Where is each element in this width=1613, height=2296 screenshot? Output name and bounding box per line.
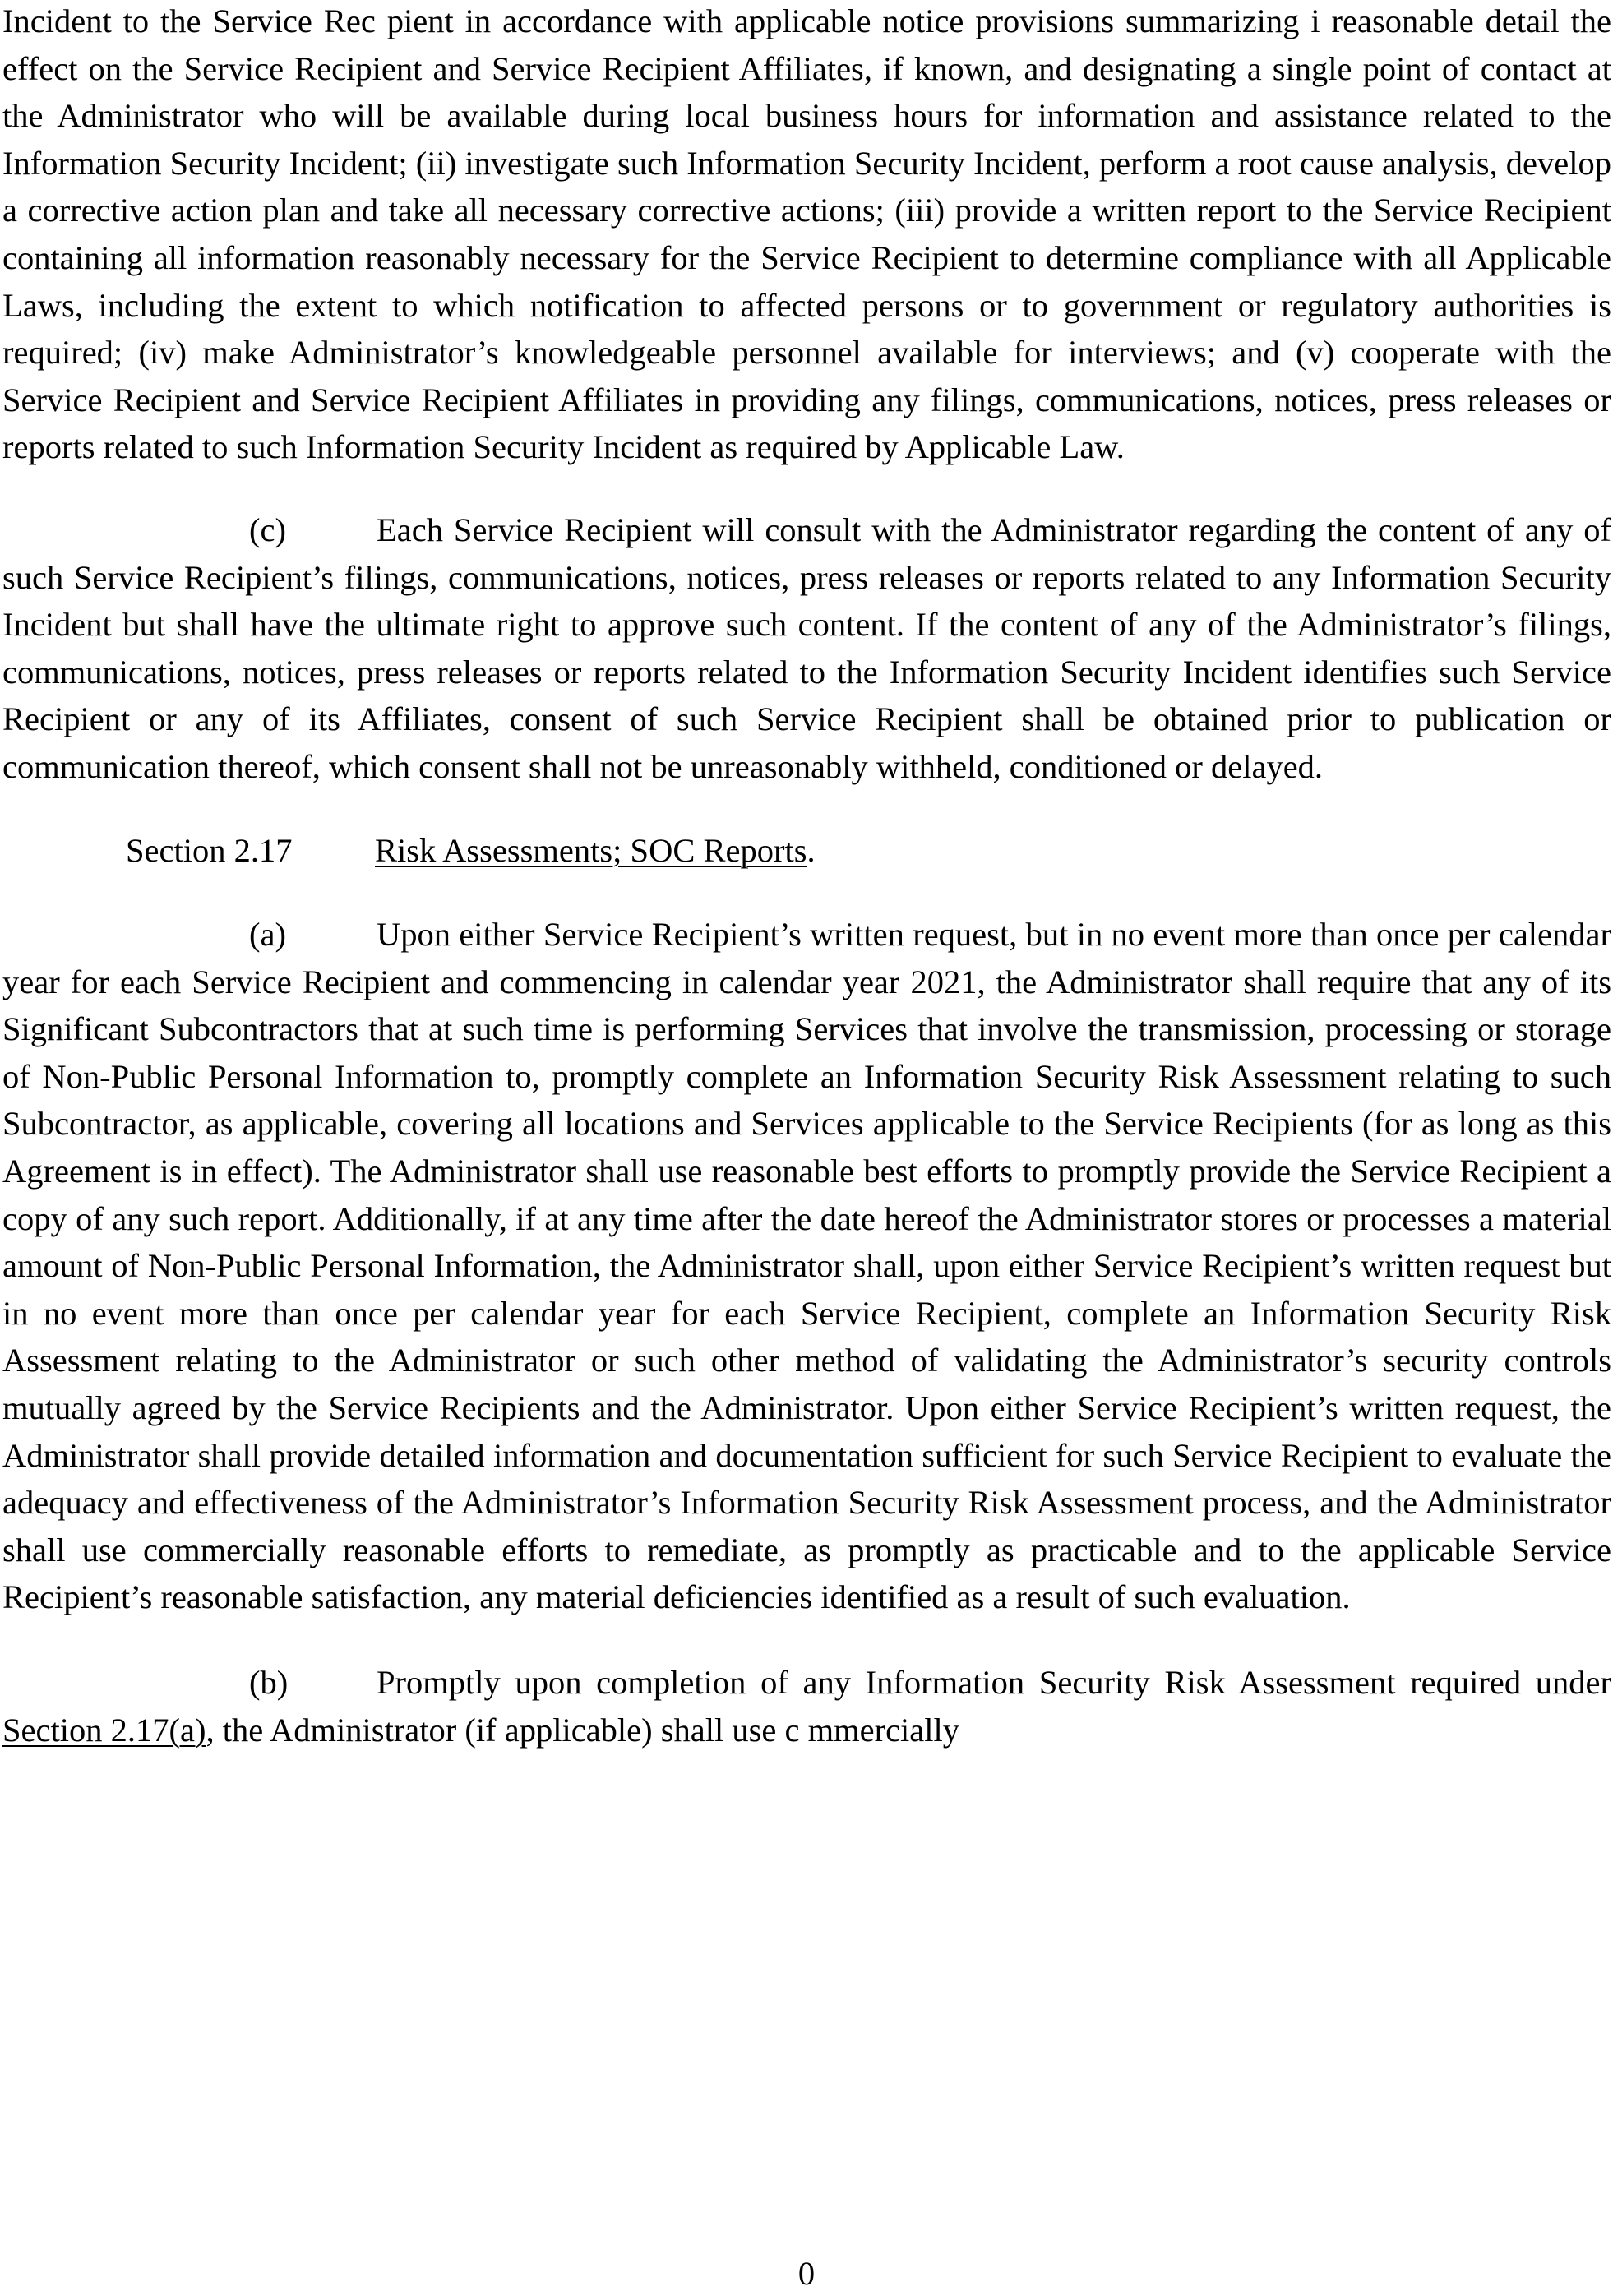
paragraph-a xyxy=(2,911,1611,1621)
paragraph-b-text-before: Promptly upon completion of any Information Security Risk Assessment required under xyxy=(377,1664,1611,1701)
paragraph-c-label: (c) xyxy=(249,510,286,548)
section-title: Risk Assessments; SOC Reports xyxy=(375,831,807,869)
page-number: 0 xyxy=(797,2255,816,2292)
continuation-paragraph xyxy=(2,0,1611,471)
section-reference-link: Section 2.17(a) xyxy=(2,1711,206,1749)
continuation-text: Incident to the Service Rec pient in accordance with applicable notice provisions summarizing i reasonable detail the effect on the Service Recipient and Service Recipient Affiliates, if known, and designating a single point of contact at the Administrator who will be available during local business hours for information and assistance related to the Information Security Incident; (ii) investigate such Information Security Incident, perform a root cause analysis, develop a corrective action plan and take all necessary corrective actions; (iii) provide a written report to the Service Recipient containing all information reasonably necessary for the Service Recipient to determine compliance with all Applicable Laws, including the extent to which notification to affected persons or to government or regulatory authorities is required; (iv) make Administrator’s knowledgeable personnel available for interviews; and (v) cooperate with the Service Recipient and Service Recipient Affiliates in providing any filings, communications, notices, press releases or reports related to such Information Security Incident as required by Applicable Law. xyxy=(2,2,1611,466)
section-title-period: . xyxy=(806,831,816,869)
paragraph-b-text-after: , the Administrator (if applicable) shall use c mmercially xyxy=(206,1711,960,1749)
section-heading xyxy=(2,827,1611,875)
paragraph-a-label: (a) xyxy=(249,916,286,954)
paragraph-a-text: Upon either Service Recipient’s written request, but in no event more than once per calendar year for each Service Recipient and commencing in calendar year 2021, the Administrator shall require that any of its Significant Subcontractors that at such time is performing Services that involve the transmission, processing or storage of Non-Public Personal Information to, promptly complete an Information Security Risk Assessment relating to such Subcontractor, as applicable, covering all locations and Services applicable to the Service Recipients (for as long as this Agreement is in effect). The Administrator shall use reasonable best efforts to promptly provide the Service Recipient a copy of any such report. Additionally, if at any time after the date hereof the Administrator stores or processes a material amount of Non-Public Personal Information, the Administrator shall, upon either Service Recipient’s written request but in no event more than once per calendar year for each Service Recipient, complete an Information Security Risk Assessment relating to the Administrator or such other method of validating the Administrator’s security controls mutually agreed by the Service Recipients and the Administrator. Upon either Service Recipient’s written request, the Administrator shall provide detailed information and documentation sufficient for such Service Recipient to evaluate the adequacy and effectiveness of the Administrator’s Information Security Risk Assessment process, and the Administrator shall use commercially reasonable efforts to remediate, as promptly as practicable and to the applicable Service Recipient’s reasonable satisfaction, any material deficiencies identified as a result of such evaluation. xyxy=(2,916,1611,1616)
paragraph-c xyxy=(2,506,1611,791)
paragraph-b-label: (b) xyxy=(249,1664,289,1701)
paragraph-b xyxy=(2,1659,1611,1753)
paragraph-c-text: Each Service Recipient will consult with the Administrator regarding the content of any of such Service Recipient’s filings, communications, notices, press releases or reports related to any Information Security Incident but shall have the ultimate right to approve such content. If the content of any of the Administrator’s filings, communications, notices, press releases or reports related to the Information Security Incident identifies such Service Recipient or any of its Affiliates, consent of such Service Recipient shall be obtained prior to publication or communication thereof, which consent shall not be unreasonably withheld, conditioned or delayed. xyxy=(2,510,1611,785)
section-number: Section 2.17 xyxy=(126,831,293,869)
